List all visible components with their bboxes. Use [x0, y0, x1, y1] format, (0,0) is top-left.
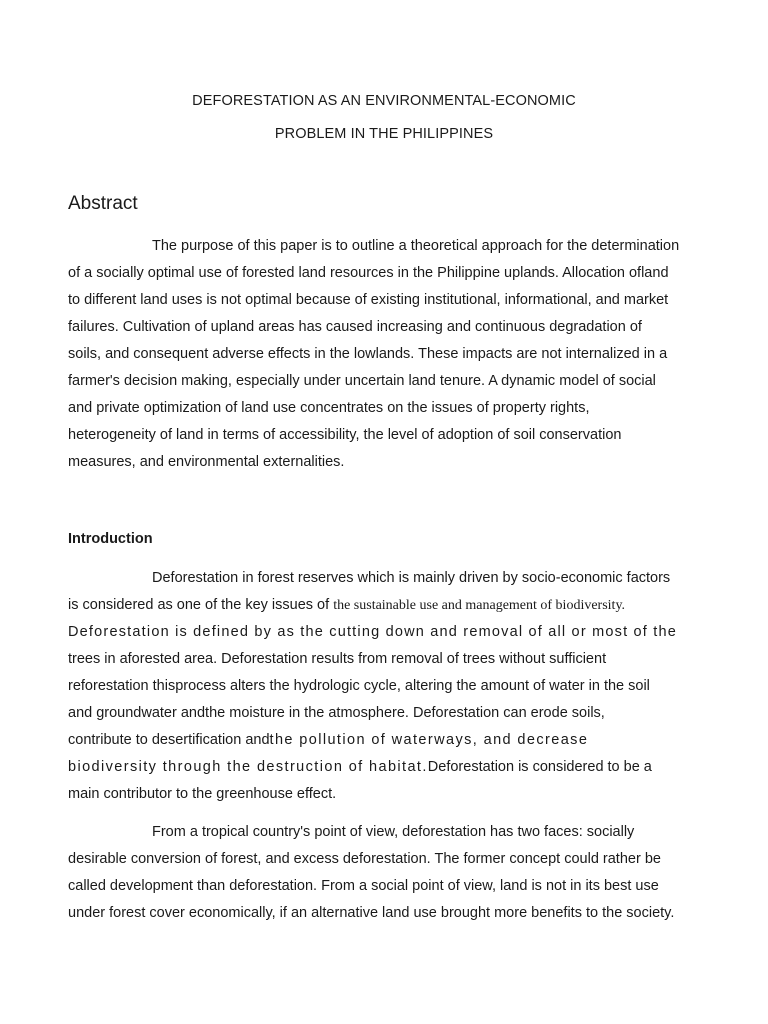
intro-line: From a tropical country's point of view, deforestation has two faces: socially	[152, 824, 635, 840]
intro-line	[68, 754, 704, 781]
intro-line-part: Deforestation is considered to be a	[427, 759, 652, 775]
document-title-line-1: DEFORESTATION AS AN ENVIRONMENTAL-ECONOMIC	[192, 93, 576, 109]
abstract-line: to different land uses is not optimal because of existing institutional, informational, and market	[68, 292, 669, 308]
intro-line	[68, 727, 704, 754]
intro-line: Deforestation in forest reserves which is mainly driven by socio-economic factors	[152, 570, 671, 586]
introduction-paragraph-1	[68, 565, 704, 808]
introduction-paragraph-2	[68, 819, 704, 927]
intro-line: main contributor to the greenhouse effect.	[68, 786, 337, 802]
intro-line: trees in aforested area. Deforestation results from removal of trees without sufficient	[68, 651, 607, 667]
abstract-paragraph	[68, 233, 704, 476]
intro-line-part-serif: the sustainable use and management of biodiversity.	[333, 598, 626, 613]
intro-line-part-spaced: biodiversity through the destruction of habitat.	[68, 759, 428, 775]
intro-line-part: is considered as one of the key issues of	[68, 597, 334, 613]
abstract-line: measures, and environmental externalities.	[68, 454, 345, 470]
introduction-heading: Introduction	[68, 531, 153, 547]
intro-line	[68, 592, 704, 619]
intro-line-part: contribute to desertification and	[68, 732, 270, 748]
abstract-line: and private optimization of land use concentrates on the issues of property rights,	[68, 400, 590, 416]
intro-line: reforestation thisprocess alters the hydrologic cycle, altering the amount of water in the soil	[68, 678, 650, 694]
intro-line: desirable conversion of forest, and excess deforestation. The former concept could rather be	[68, 851, 661, 867]
abstract-line: soils, and consequent adverse effects in the lowlands. These impacts are not internalized in a	[68, 346, 668, 362]
intro-line: Deforestation is defined by as the cutting down and removal of all or most of the	[68, 624, 678, 640]
document-title-line-2: PROBLEM IN THE PHILIPPINES	[274, 126, 494, 142]
intro-line: under forest cover economically, if an alternative land use brought more benefits to the society.	[68, 905, 675, 921]
intro-line-part-spaced: the pollution of waterways, and decrease	[269, 732, 589, 748]
abstract-line: farmer's decision making, especially under uncertain land tenure. A dynamic model of social	[68, 373, 656, 389]
abstract-line: The purpose of this paper is to outline a theoretical approach for the determination	[152, 238, 680, 254]
abstract-line: of a socially optimal use of forested land resources in the Philippine uplands. Allocation ofland	[68, 265, 669, 281]
intro-line: called development than deforestation. From a social point of view, land is not in its best use	[68, 878, 659, 894]
intro-line: and groundwater andthe moisture in the atmosphere. Deforestation can erode soils,	[68, 705, 605, 721]
abstract-line: failures. Cultivation of upland areas has caused increasing and continuous degradation of	[68, 319, 642, 335]
abstract-line: heterogeneity of land in terms of accessibility, the level of adoption of soil conservation	[68, 427, 622, 443]
abstract-heading: Abstract	[68, 193, 138, 214]
